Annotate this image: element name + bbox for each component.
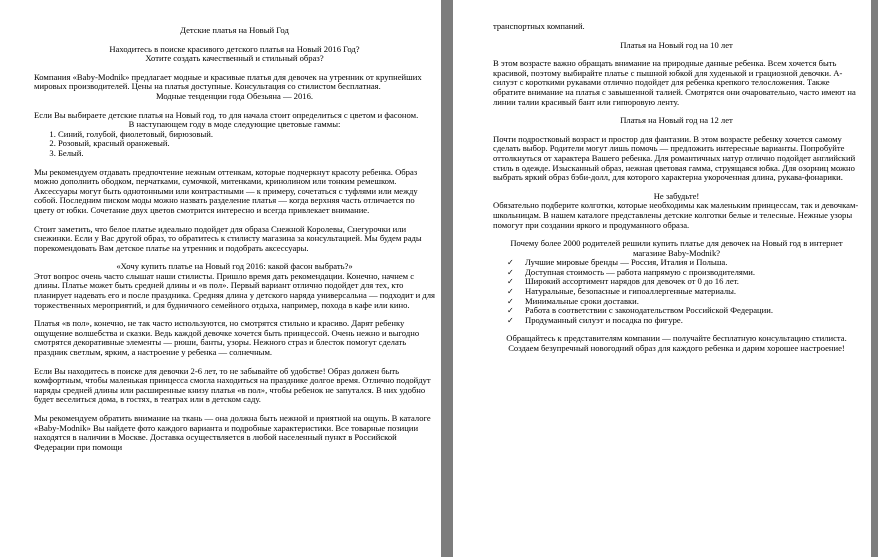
document-page-right [453,0,878,557]
style-paragraph: Этот вопрос очень часто слышат наши стилисты. Пришло время дать рекомендации. Конечно, начнем с длины. Платье может быть средней длины и «в пол». Первый вариант отлично подойдет для тех, кто планирует надевать его и после праздника. Средняя длина у детского наряда универсальна — подходит и для торжественных мероприятий, и для будничного семейного отдыха, например, похода в кафе или кино. [34,270,435,310]
reason-text: Широкий ассортимент нарядов для девочек от 0 до 16 лет. [525,276,739,287]
document-title: Детские платья на Новый Год [180,25,289,35]
paragraph-12-years: Почти подростковый возраст и простор для фантазии. В этом возрасте ребенку хочется самому сделать выбор. Родители могут лишь помочь — предложить интересные варианты. Попробуйте оттолкнуться от характера Вашего ребенка. Для романтичных натур отлично подойдет английский стиль в одежде. Изысканный образ, нежная цветовая гамма, струящаяся юбка. Для озорниц можно выбрать яркий образ бэби-долл, для которого характерна укороченная длина, рукава-фонарики. [493,133,856,183]
dont-forget-paragraph: Обязательно подберите колготки, которые необходимы как маленьким принцессам, так и девочкам-школьницам. В нашем каталоге представлены детские колготки белые и телесные. Нежные узоры помогут при создании яркого и продуманного образа. [493,200,859,230]
why-heading: Почему более 2000 родителей решили купить платье для девочек на Новый год в интернет магазине Baby-Modnik? [510,238,843,258]
closing-line-2: Создаем безупречный новогодний образ для каждого ребенка и дарим хорошее настроение! [508,343,845,354]
list-item: 3. Белый. [58,149,435,159]
continuation-text: транспортных компаний. [493,21,585,31]
reasons-list [493,258,860,325]
reason-text: Лучшие мировые бренды — Россия, Италия и Польша. [525,257,728,268]
page-gap [441,0,453,557]
fabric-paragraph: Мы рекомендуем обратить внимание на ткань — она должна быть нежной и приятной на ощупь. В каталоге «Baby-Modnik» Вы найдете фото каждого варианта и подробные характеристики. Все товарные позиции находятся в наличии в Москве. Доставка осуществляется в любой населенный пункт в Российской Федерации при помощи [34,413,431,452]
dont-forget-heading: Не забудьте! [653,190,700,201]
colors-intro-paragraph: Если Вы выбираете детские платья на Новый год, то для начала стоит определиться с цветом и фасоном. [34,109,419,120]
style-question: «Хочу купить платье на Новый год 2016: какой фасон выбрать?» [116,261,353,272]
intro-question-1: Находитесь в поиске красивого детского платья на Новый 2016 Год? [109,43,360,54]
closing-line-1: Обращайтесь к представителям компании — получайте бесплатную консультацию стилиста. [506,333,847,344]
reason-text: Доступная стоимость — работа напрямую с производителями. [525,266,756,277]
check-icon: ✓ [507,296,514,306]
colors-heading: В наступающем году в моде следующие цветовые гаммы: [128,119,341,130]
check-icon: ✓ [507,258,514,268]
check-icon: ✓ [507,277,514,287]
reason-text: Минимальные сроки доставки. [525,295,639,306]
list-item: 1. Синий, голубой, фиолетовый, бирюзовый. [58,130,435,140]
heading-12-years: Платья на Новый год на 12 лет [620,115,733,126]
recommend-paragraph: Мы рекомендуем отдавать предпочтение нежным оттенкам, которые подчеркнут красоту ребенка. Образ можно дополнить ободком, перчатками, сумочкой, митенками, кринолином или тонким ремешком. Аксессуары могут быть однотонными или контрастными — к примеру, сочетаться с туфлями или между собой. Последним писком моды можно назвать разделение платья — когда верхняя часть отличается по цвету от юбки. Сочетание двух цветов смотрится интересно и всегда привлекает внимание. [34,166,418,215]
paragraph-10-years: В этом возрасте важно обращать внимание на природные данные ребенка. Всем хочется быть красивой, поэтому выбирайте платье с пышной юбкой для худенькой и грациозной девочки. А-силуэт с короткими рукавами отлично подойдет для ребенка крепкого телосложения. Также обратите внимание на платья с завышенной талией. Смотрятся они очаровательно, часто имеют на линии талии красивый бант или гипюровую ленту. [493,58,856,107]
company-paragraph: Компания «Baby-Modnik» предлагает модные и красивые платья для девочек на утренник от крупнейших мировых производителей. Цены на платья доступные. Консультация со стилистом бесплатная. [34,71,422,92]
list-item: 2. Розовый, красный оранжевый. [58,139,435,149]
colors-list [34,130,435,159]
check-icon: ✓ [507,315,514,325]
reason-text: Продуманный силуэт и посадка по фигуре. [525,314,683,325]
small-girls-paragraph: Если Вы находитесь в поиске для девочки 2-6 лет, то не забывайте об удобстве! Образ должен быть комфортным, чтобы маленькая принцесса смогла находиться на празднике долгое время. Отлично подойдут наряды средней длины или расширенные книзу платья «в пол», чтобы ребенок не запутался. В них удобно будет веселиться дома, в гостях, в театрах или в детском саду. [34,365,431,405]
reason-text: Натуральные, безопасные и гипоаллергенные материалы. [525,286,737,297]
floor-length-paragraph: Платья «в пол», конечно, не так часто используются, но смотрятся стильно и красиво. Дарят ребенку ощущение волшебства и сказки. Ведь каждой девочке хочется быть принцессой. Очень нежно и выгодно смотрятся декоративные элементы — рюши, банты, узоры. Нежного страз и блесток помогут сделать праздник светлым, ярким, а настроение у ребенка — солнечным. [34,318,420,358]
trends-heading: Модные тенденции года Обезьяна — 2016. [155,90,314,101]
heading-10-years: Платья на Новый год на 10 лет [620,39,733,50]
reason-text: Работа в соответствии с законодательством Российской Федерации. [525,305,774,316]
page-right-edge [871,0,878,557]
white-dress-paragraph: Стоит заметить, что белое платье идеально подойдет для образа Снежной Королевы, Снегурочки или снежинки. Если у Вас другой образ, то обратитесь к стилисту магазина за консультацией. Мы будем рады порекомендовать Вам детское платье на утренник и подобрать аксессуары. [34,223,422,253]
check-icon: ✓ [507,287,514,297]
check-icon: ✓ [507,267,514,277]
intro-question-2: Хотите создать качественный и стильный образ? [145,53,324,64]
check-icon: ✓ [507,306,514,316]
list-item [507,316,860,326]
